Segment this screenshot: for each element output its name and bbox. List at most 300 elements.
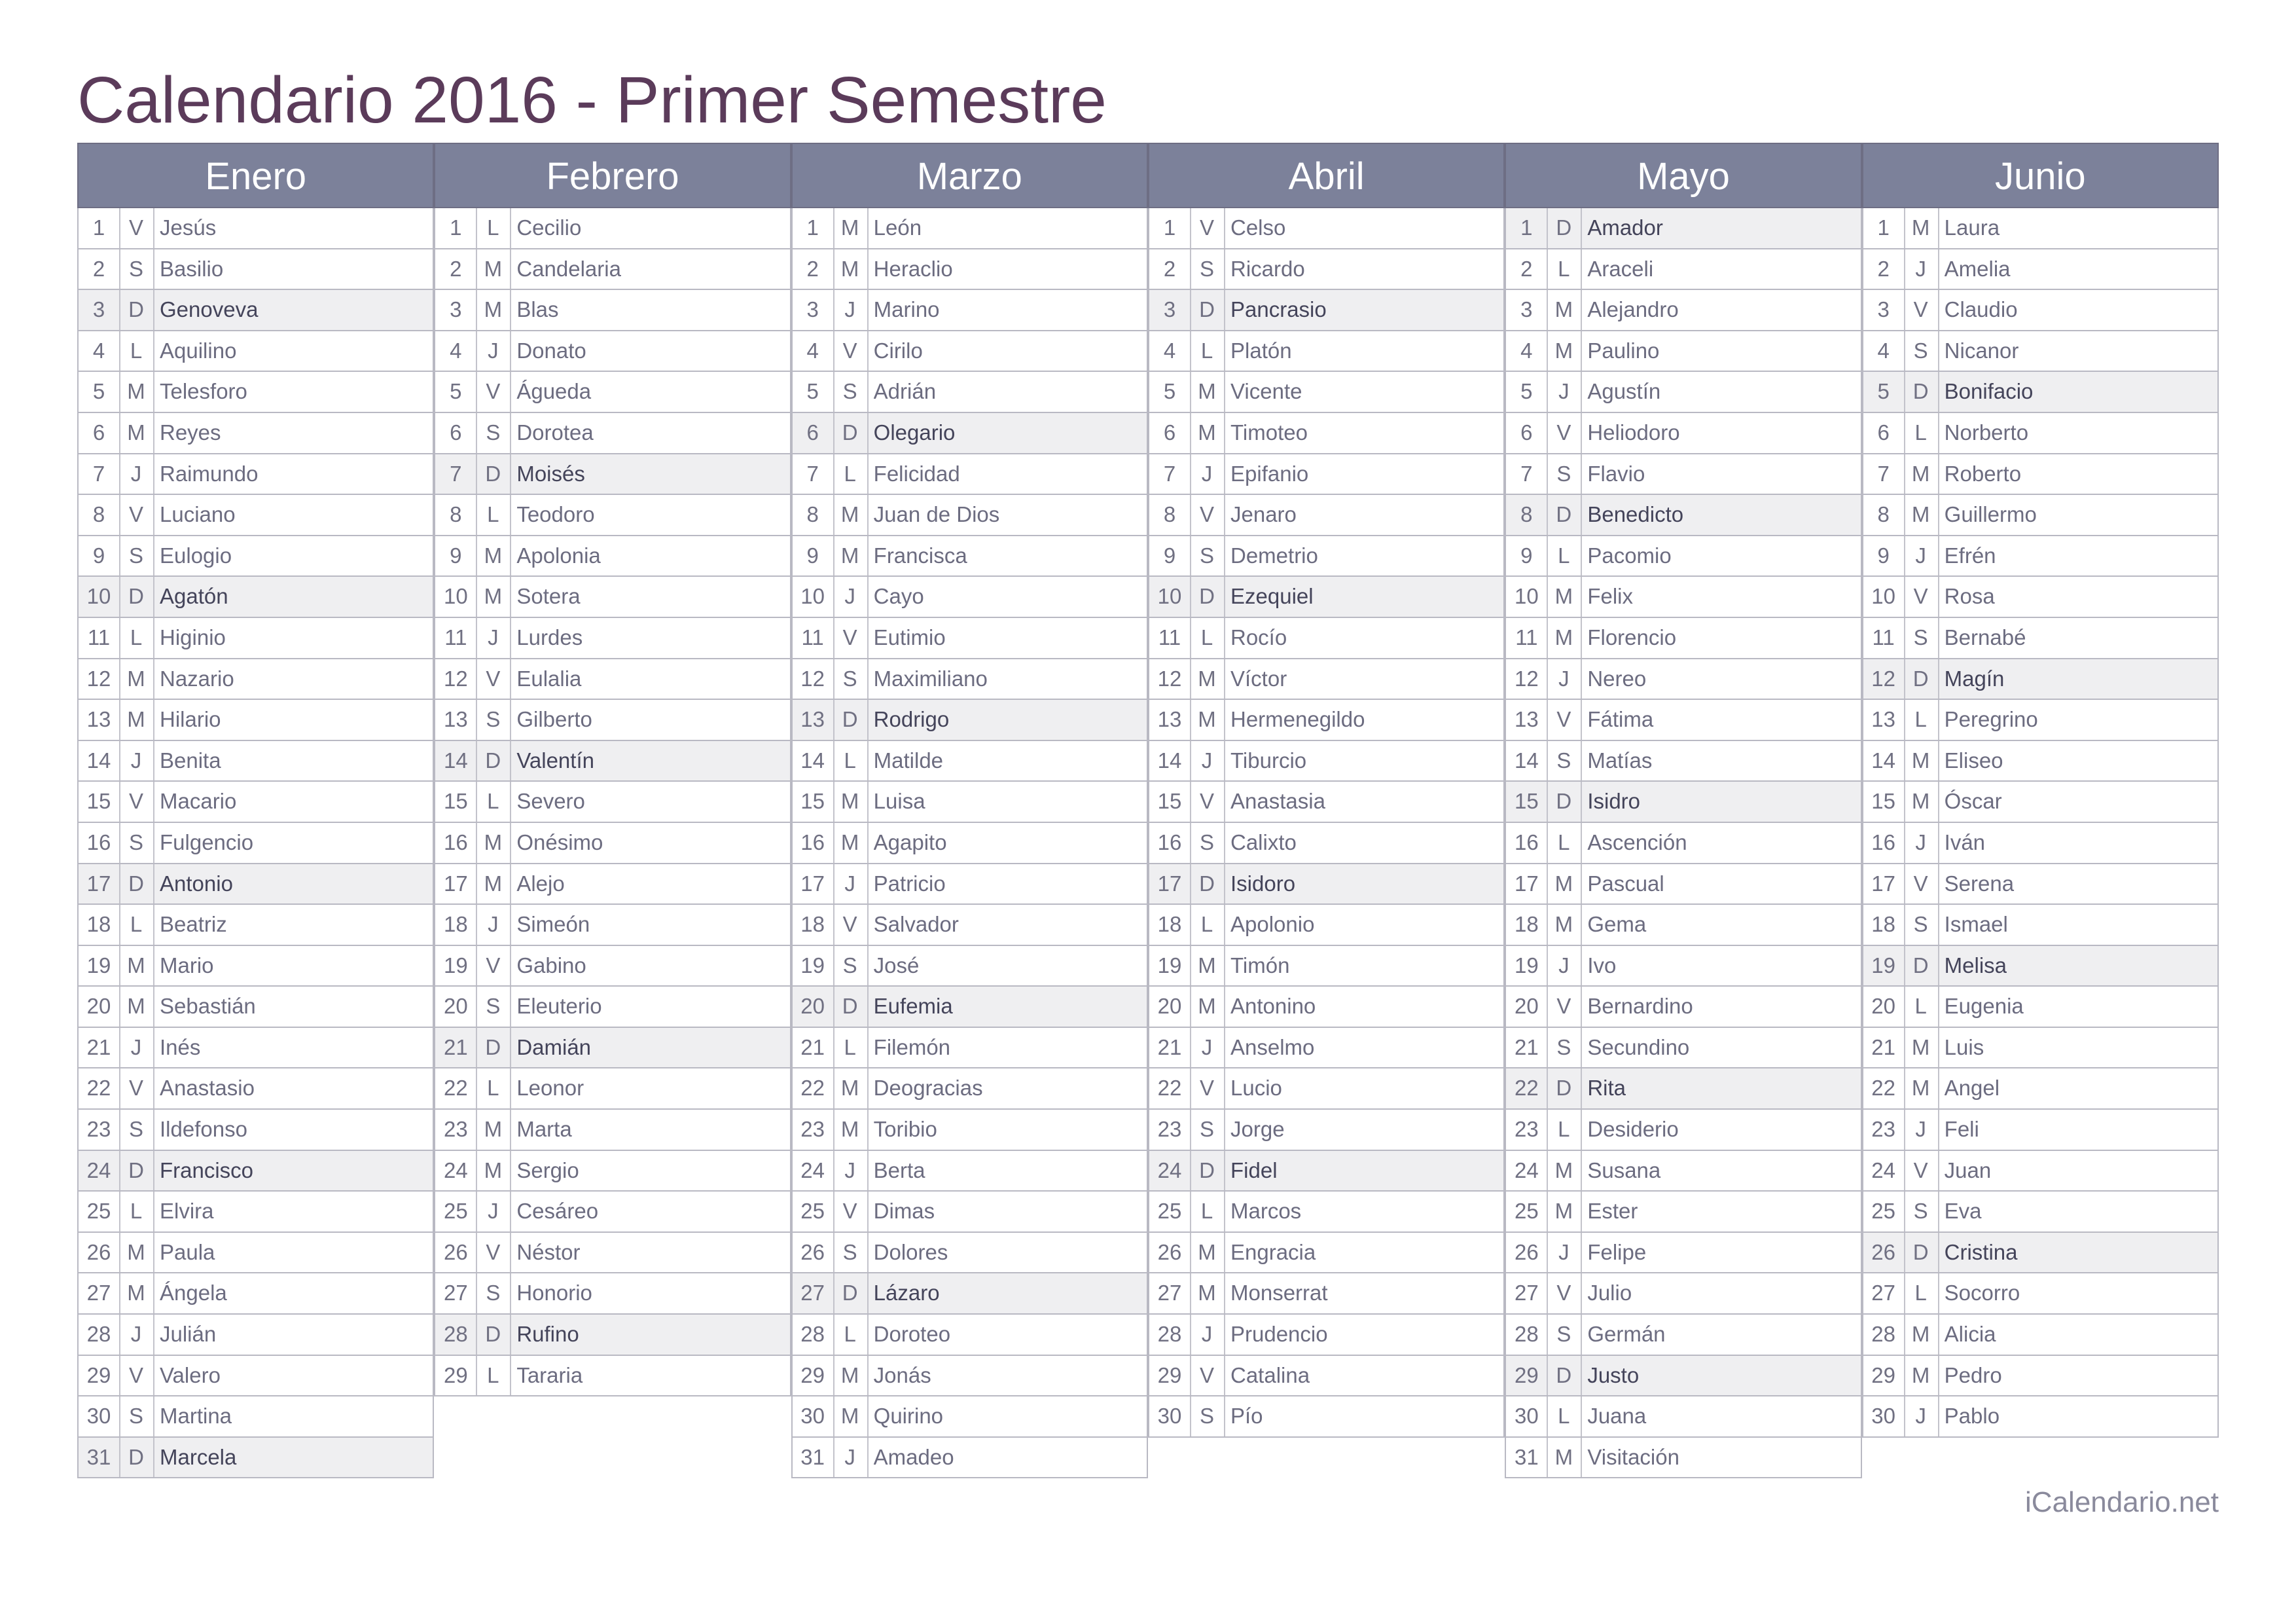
day-number: 6 (1863, 413, 1905, 453)
day-number: 11 (79, 618, 120, 658)
weekday-letter: J (119, 454, 154, 494)
day-row (434, 1315, 791, 1356)
saint-name: Ildefonso (160, 1117, 247, 1142)
day-number: 28 (793, 1315, 834, 1355)
day-number: 14 (435, 741, 477, 781)
day-number: 14 (1863, 741, 1905, 781)
month-febrero (434, 143, 791, 1396)
weekday-letter: M (476, 1110, 511, 1150)
day-row (434, 905, 791, 946)
day-row (1505, 987, 1861, 1028)
day-row (77, 413, 434, 454)
weekday-letter: V (833, 331, 869, 371)
day-row (1862, 1068, 2219, 1110)
saint-name: Tiburcio (1230, 748, 1307, 773)
day-row (434, 1110, 791, 1151)
saint-name: Simeón (516, 912, 590, 937)
weekday-letter: D (1190, 864, 1225, 904)
day-row (1862, 1110, 2219, 1151)
day-row (1148, 1315, 1505, 1356)
day-row (791, 1438, 1148, 1479)
day-number: 23 (1506, 1110, 1548, 1150)
saint-name: Eutimio (873, 625, 946, 649)
day-row (1148, 454, 1505, 496)
day-number: 26 (79, 1233, 120, 1273)
saint-name: Gema (1587, 912, 1647, 937)
day-row (791, 618, 1148, 659)
weekday-letter: S (833, 659, 869, 699)
day-number: 17 (1149, 864, 1191, 904)
weekday-letter: V (476, 1233, 511, 1273)
day-row (1505, 249, 1861, 291)
day-row (1862, 905, 2219, 946)
weekday-letter: M (833, 536, 869, 576)
weekday-letter: V (1190, 782, 1225, 822)
weekday-letter: D (833, 413, 869, 453)
day-row (77, 577, 434, 618)
saint-name: Peregrino (1944, 707, 2038, 732)
weekday-letter: M (476, 536, 511, 576)
saint-name: Flavio (1587, 461, 1645, 486)
saint-name: Ricardo (1230, 256, 1305, 281)
day-row (1862, 208, 2219, 249)
day-number: 1 (1506, 208, 1548, 248)
weekday-letter: M (1904, 1356, 1939, 1396)
saint-name: Luisa (873, 789, 925, 814)
day-row (77, 700, 434, 741)
weekday-letter: J (1547, 946, 1582, 986)
day-row (1862, 741, 2219, 782)
day-row (77, 1068, 434, 1110)
day-number: 4 (1149, 331, 1191, 371)
day-number: 27 (1506, 1273, 1548, 1313)
day-row (1862, 331, 2219, 373)
day-number: 18 (79, 905, 120, 945)
saint-name: Laura (1944, 215, 2000, 240)
weekday-letter: D (1904, 946, 1939, 986)
day-row (1862, 290, 2219, 331)
day-row (1862, 823, 2219, 864)
day-row (1862, 782, 2219, 823)
day-row (1505, 290, 1861, 331)
day-number: 12 (435, 659, 477, 699)
weekday-letter: D (1190, 577, 1225, 617)
day-number: 5 (79, 372, 120, 412)
day-number: 14 (793, 741, 834, 781)
saint-name: Luciano (160, 502, 236, 527)
day-row (434, 1028, 791, 1069)
day-number: 23 (79, 1110, 120, 1150)
saint-name: Rodrigo (873, 707, 950, 732)
weekday-letter: M (119, 659, 154, 699)
day-row (1862, 495, 2219, 536)
saint-name: Óscar (1944, 789, 2002, 814)
weekday-letter: M (1904, 454, 1939, 494)
day-row (1862, 1396, 2219, 1438)
weekday-letter: L (476, 782, 511, 822)
day-number: 31 (793, 1438, 834, 1478)
day-row (434, 987, 791, 1028)
weekday-letter: D (1904, 1233, 1939, 1273)
saint-name: Aquilino (160, 338, 237, 363)
saint-name: Quirino (873, 1404, 944, 1429)
weekday-letter: M (119, 413, 154, 453)
saint-name: Felipe (1587, 1239, 1647, 1264)
day-number: 5 (435, 372, 477, 412)
weekday-letter: V (119, 1356, 154, 1396)
saint-name: Angel (1944, 1076, 2000, 1101)
weekday-letter: J (1547, 1233, 1582, 1273)
weekday-letter: M (476, 577, 511, 617)
day-number: 30 (1149, 1396, 1191, 1436)
saint-name: Águeda (516, 379, 592, 404)
weekday-letter: M (833, 249, 869, 289)
day-row (1148, 1396, 1505, 1438)
day-row (1148, 413, 1505, 454)
day-row (1505, 946, 1861, 987)
weekday-letter: J (476, 618, 511, 658)
day-row (1148, 1192, 1505, 1233)
saint-name: Matías (1587, 748, 1653, 773)
saint-name: Isidro (1587, 789, 1641, 814)
day-row (77, 331, 434, 373)
day-number: 10 (793, 577, 834, 617)
day-number: 19 (1149, 946, 1191, 986)
saint-name: Eugenia (1944, 994, 2024, 1019)
day-number: 24 (793, 1151, 834, 1191)
weekday-letter: V (1190, 1356, 1225, 1396)
day-row (791, 1396, 1148, 1438)
day-number: 21 (79, 1028, 120, 1068)
day-row (1148, 618, 1505, 659)
saint-name: Nicanor (1944, 338, 2019, 363)
weekday-letter: V (1904, 1151, 1939, 1191)
saint-name: Marcela (160, 1444, 237, 1469)
day-number: 14 (1149, 741, 1191, 781)
weekday-letter: S (1190, 1396, 1225, 1436)
day-row (791, 290, 1148, 331)
saint-name: Susana (1587, 1158, 1661, 1182)
weekday-letter: M (476, 864, 511, 904)
weekday-letter: V (1190, 1068, 1225, 1108)
day-row (791, 1315, 1148, 1356)
day-row (1148, 536, 1505, 577)
weekday-letter: J (833, 864, 869, 904)
saint-name: Gabino (516, 953, 586, 977)
saint-name: Toribio (873, 1117, 937, 1142)
day-number: 7 (793, 454, 834, 494)
day-number: 16 (793, 823, 834, 863)
day-number: 19 (79, 946, 120, 986)
weekday-letter: M (1547, 618, 1582, 658)
weekday-letter: S (476, 413, 511, 453)
day-row (791, 823, 1148, 864)
day-row (791, 741, 1148, 782)
day-number: 6 (435, 413, 477, 453)
day-row (1148, 331, 1505, 373)
saint-name: Sotera (516, 584, 581, 609)
day-row (1862, 454, 2219, 496)
saint-name: Engracia (1230, 1239, 1316, 1264)
weekday-letter: M (119, 700, 154, 740)
day-number: 29 (1863, 1356, 1905, 1396)
day-number: 31 (79, 1438, 120, 1478)
weekday-letter: J (1904, 1110, 1939, 1150)
saint-name: Pancrasio (1230, 297, 1327, 322)
day-number: 2 (1506, 249, 1548, 289)
saint-name: Ángela (160, 1281, 227, 1305)
weekday-letter: D (833, 987, 869, 1027)
saint-name: Marta (516, 1117, 572, 1142)
day-row (77, 1028, 434, 1069)
weekday-letter: M (476, 249, 511, 289)
saint-name: Maximiliano (873, 666, 988, 691)
weekday-letter: V (119, 1068, 154, 1108)
day-number: 16 (79, 823, 120, 863)
saint-name: Anastasia (1230, 789, 1325, 814)
day-number: 28 (1149, 1315, 1191, 1355)
weekday-letter: V (1190, 495, 1225, 535)
saint-name: Doroteo (873, 1322, 951, 1347)
weekday-letter: S (833, 372, 869, 412)
day-row (1505, 454, 1861, 496)
day-number: 13 (1863, 700, 1905, 740)
weekday-letter: M (833, 1356, 869, 1396)
month-header: Febrero (434, 143, 791, 208)
day-row (1505, 659, 1861, 701)
saint-name: Paulino (1587, 338, 1660, 363)
day-number: 28 (435, 1315, 477, 1355)
saint-name: Anastasio (160, 1076, 255, 1101)
saint-name: Olegario (873, 420, 956, 445)
day-row (1148, 1028, 1505, 1069)
saint-name: Eulalia (516, 666, 582, 691)
saint-name: Cirilo (873, 338, 923, 363)
weekday-letter: V (1547, 413, 1582, 453)
day-row (77, 249, 434, 291)
day-row (1148, 823, 1505, 864)
day-row (1862, 700, 2219, 741)
saint-name: Demetrio (1230, 543, 1318, 568)
day-row (1862, 536, 2219, 577)
day-number: 21 (793, 1028, 834, 1068)
saint-name: José (873, 953, 920, 977)
saint-name: Genoveva (160, 297, 259, 322)
day-number: 5 (1506, 372, 1548, 412)
weekday-letter: L (1904, 700, 1939, 740)
day-row (1505, 1273, 1861, 1315)
weekday-letter: L (1547, 536, 1582, 576)
weekday-letter: J (1904, 1396, 1939, 1436)
day-row (1148, 741, 1505, 782)
saint-name: Apolonia (516, 543, 601, 568)
weekday-letter: J (476, 1192, 511, 1231)
weekday-letter: L (1547, 823, 1582, 863)
day-number: 12 (1506, 659, 1548, 699)
saint-name: Justo (1587, 1362, 1640, 1387)
saint-name: Amadeo (873, 1444, 954, 1469)
weekday-letter: L (1547, 1396, 1582, 1436)
day-row (1148, 495, 1505, 536)
saint-name: Eliseo (1944, 748, 2003, 773)
weekday-letter: S (119, 536, 154, 576)
day-row (1505, 1356, 1861, 1397)
day-number: 25 (1506, 1192, 1548, 1231)
day-number: 7 (435, 454, 477, 494)
calendar-grid (77, 143, 2219, 1480)
saint-name: Benedicto (1587, 502, 1684, 527)
weekday-letter: L (1190, 905, 1225, 945)
day-number: 4 (435, 331, 477, 371)
weekday-letter: M (1904, 1068, 1939, 1108)
weekday-letter: L (833, 1315, 869, 1355)
saint-name: Gilberto (516, 707, 592, 732)
weekday-letter: J (1904, 536, 1939, 576)
day-number: 4 (1506, 331, 1548, 371)
saint-name: Inés (160, 1034, 201, 1059)
day-row (1505, 208, 1861, 249)
day-row (791, 1273, 1148, 1315)
weekday-letter: D (119, 864, 154, 904)
weekday-letter: D (119, 1151, 154, 1191)
saint-name: Telesforo (160, 379, 247, 404)
weekday-letter: V (476, 372, 511, 412)
day-number: 22 (1149, 1068, 1191, 1108)
day-row (791, 905, 1148, 946)
saint-name: Apolonio (1230, 912, 1315, 937)
day-number: 18 (793, 905, 834, 945)
weekday-letter: S (1547, 1028, 1582, 1068)
saint-name: Higinio (160, 625, 226, 649)
saint-name: Valentín (516, 748, 594, 773)
day-number: 8 (793, 495, 834, 535)
saint-name: Guillermo (1944, 502, 2037, 527)
day-number: 12 (1863, 659, 1905, 699)
day-number: 17 (1863, 864, 1905, 904)
weekday-letter: J (1547, 372, 1582, 412)
day-row (791, 1151, 1148, 1192)
day-number: 1 (1149, 208, 1191, 248)
saint-name: Patricio (873, 871, 946, 896)
saint-name: Macario (160, 789, 237, 814)
saint-name: Prudencio (1230, 1322, 1328, 1347)
day-number: 26 (1149, 1233, 1191, 1273)
day-number: 24 (1863, 1151, 1905, 1191)
weekday-letter: V (476, 659, 511, 699)
day-row (1505, 1315, 1861, 1356)
weekday-letter: J (119, 741, 154, 781)
day-number: 22 (1863, 1068, 1905, 1108)
saint-name: Antonino (1230, 994, 1316, 1019)
day-number: 3 (793, 290, 834, 330)
day-number: 12 (79, 659, 120, 699)
saint-name: Catalina (1230, 1362, 1310, 1387)
day-number: 6 (1149, 413, 1191, 453)
day-number: 23 (1863, 1110, 1905, 1150)
day-number: 22 (79, 1068, 120, 1108)
day-number: 14 (1506, 741, 1548, 781)
saint-name: Felix (1587, 584, 1634, 609)
day-number: 17 (79, 864, 120, 904)
day-row (1505, 1151, 1861, 1192)
day-number: 30 (1506, 1396, 1548, 1436)
saint-name: Nereo (1587, 666, 1647, 691)
day-number: 11 (1149, 618, 1191, 658)
saint-name: Serena (1944, 871, 2015, 896)
day-row (1505, 372, 1861, 413)
day-number: 15 (79, 782, 120, 822)
weekday-letter: L (1547, 1110, 1582, 1150)
weekday-letter: S (1547, 741, 1582, 781)
day-number: 21 (1863, 1028, 1905, 1068)
saint-name: Ivo (1587, 953, 1617, 977)
day-row (1148, 700, 1505, 741)
weekday-letter: L (476, 208, 511, 248)
saint-name: Heliodoro (1587, 420, 1680, 445)
saint-name: Cesáreo (516, 1199, 599, 1224)
weekday-letter: D (119, 577, 154, 617)
day-row (791, 1192, 1148, 1233)
day-number: 21 (1506, 1028, 1548, 1068)
day-row (1148, 1151, 1505, 1192)
day-row (77, 1356, 434, 1397)
day-number: 19 (435, 946, 477, 986)
saint-name: Ester (1587, 1199, 1638, 1224)
weekday-letter: S (1547, 1315, 1582, 1355)
weekday-letter: D (1547, 782, 1582, 822)
saint-name: Francisca (873, 543, 967, 568)
saint-name: Alejo (516, 871, 565, 896)
day-row (791, 331, 1148, 373)
day-row (1505, 1028, 1861, 1069)
weekday-letter: S (476, 1273, 511, 1313)
day-number: 15 (793, 782, 834, 822)
day-row (434, 1273, 791, 1315)
day-number: 11 (1506, 618, 1548, 658)
day-row (1148, 1068, 1505, 1110)
saint-name: Amelia (1944, 256, 2011, 281)
weekday-letter: D (1547, 1068, 1582, 1108)
day-number: 28 (1863, 1315, 1905, 1355)
day-number: 24 (79, 1151, 120, 1191)
saint-name: Basilio (160, 256, 224, 281)
day-number: 1 (1863, 208, 1905, 248)
day-number: 8 (1863, 495, 1905, 535)
day-row (791, 1068, 1148, 1110)
day-number: 13 (793, 700, 834, 740)
saint-name: Bonifacio (1944, 379, 2034, 404)
day-number: 1 (793, 208, 834, 248)
weekday-letter: D (476, 741, 511, 781)
day-number: 9 (435, 536, 477, 576)
day-row (1148, 659, 1505, 701)
weekday-letter: M (119, 946, 154, 986)
saint-name: Cayo (873, 584, 924, 609)
saint-name: Julián (160, 1322, 217, 1347)
weekday-letter: J (833, 1151, 869, 1191)
weekday-letter: S (1904, 618, 1939, 658)
day-number: 5 (793, 372, 834, 412)
weekday-letter: J (119, 1028, 154, 1068)
day-row (1862, 618, 2219, 659)
day-number: 29 (793, 1356, 834, 1396)
weekday-letter: M (1904, 741, 1939, 781)
day-number: 2 (793, 249, 834, 289)
day-number: 29 (79, 1356, 120, 1396)
day-number: 3 (1863, 290, 1905, 330)
saint-name: Antonio (160, 871, 233, 896)
saint-name: Juana (1587, 1404, 1647, 1429)
